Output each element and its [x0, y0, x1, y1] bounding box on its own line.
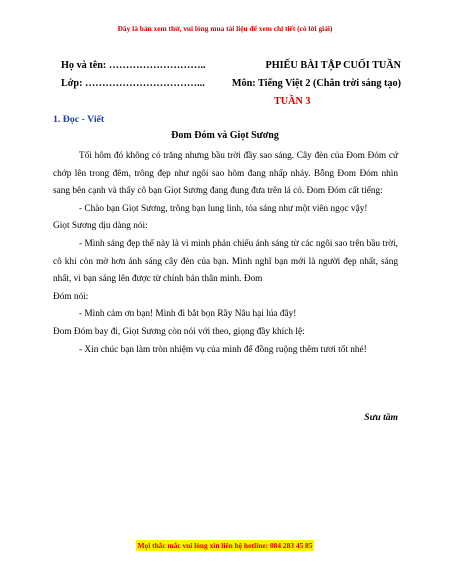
hotline-banner-text: Mọi thắc mắc vui lòng xin liên hệ hotline: 084 283 45 85 [137, 541, 313, 550]
story-body [53, 148, 398, 359]
hotline-banner [0, 541, 450, 550]
story-paragraph: Đóm nói: [53, 291, 89, 302]
class-field-label: Lớp: ……………………………... [61, 78, 205, 89]
story-title-wrap [0, 130, 450, 141]
header-row-1 [61, 60, 401, 78]
sheet-title: PHIẾU BÀI TẬP CUỐI TUẦN [265, 60, 401, 71]
worksheet-header [61, 60, 401, 96]
preview-banner [0, 24, 450, 33]
story-title: Đom Đóm và Giọt Sương [171, 130, 279, 141]
story-paragraph: Giọt Sương dịu dàng nói: [53, 221, 148, 232]
story-paragraph: - Xin chúc bạn làm tròn nhiệm vụ của mình để đồng ruộng thêm tươi tốt nhé! [79, 344, 367, 355]
story-paragraph: Đom Đóm bay đi, Giọt Sương còn nói với theo, giọng đầy khích lệ: [53, 326, 305, 337]
preview-banner-text: Đây là bản xem thử, vui lòng mua tài liệu để xem chi tiết (có lời giải) [117, 24, 333, 33]
header-row-2 [61, 78, 401, 96]
section-heading: 1. Đọc - Viết [53, 114, 105, 125]
story-paragraph: Tối hôm đó không có trăng nhưng bầu trời đầy sao sáng. Cây đèn của Đom Đóm cứ chớp lên trong đêm, trông đẹp như ngôi sao hôm đang nhấp nháy. Bỗng Đom Đóm nhìn sang bên cạnh và thấy cô bạn Giọt Sương đang đung đưa trên lá cỏ. Đom Đóm cất tiếng: [53, 151, 398, 197]
subject-label: Môn: Tiếng Việt 2 (Chân trời sáng tạo) [231, 78, 401, 89]
story-paragraph: - Chào bạn Giọt Sương, trông bạn lung linh, tỏa sáng như một viên ngọc vậy! [79, 203, 368, 214]
story-paragraph: - Mình sáng đẹp thế này là vì mình phản chiếu ánh sáng từ các ngôi sao trên bầu trời, cô khi còn mờ hơn ánh sáng cây đèn của bạn. Mình nghĩ bạn mới là người đẹp nhất, sáng nhất, vì bạn sáng lên được từ chính bản thân mình. Đom [53, 238, 398, 285]
name-field-label: Họ và tên: ……………………….. [61, 60, 206, 71]
signature: Sưu tầm [364, 412, 398, 423]
story-paragraph: - Mình cảm ơn bạn! Mình đi bắt bọn Rầy Nâu hại lúa đây! [79, 309, 297, 320]
week-label: TUẦN 3 [274, 96, 311, 107]
